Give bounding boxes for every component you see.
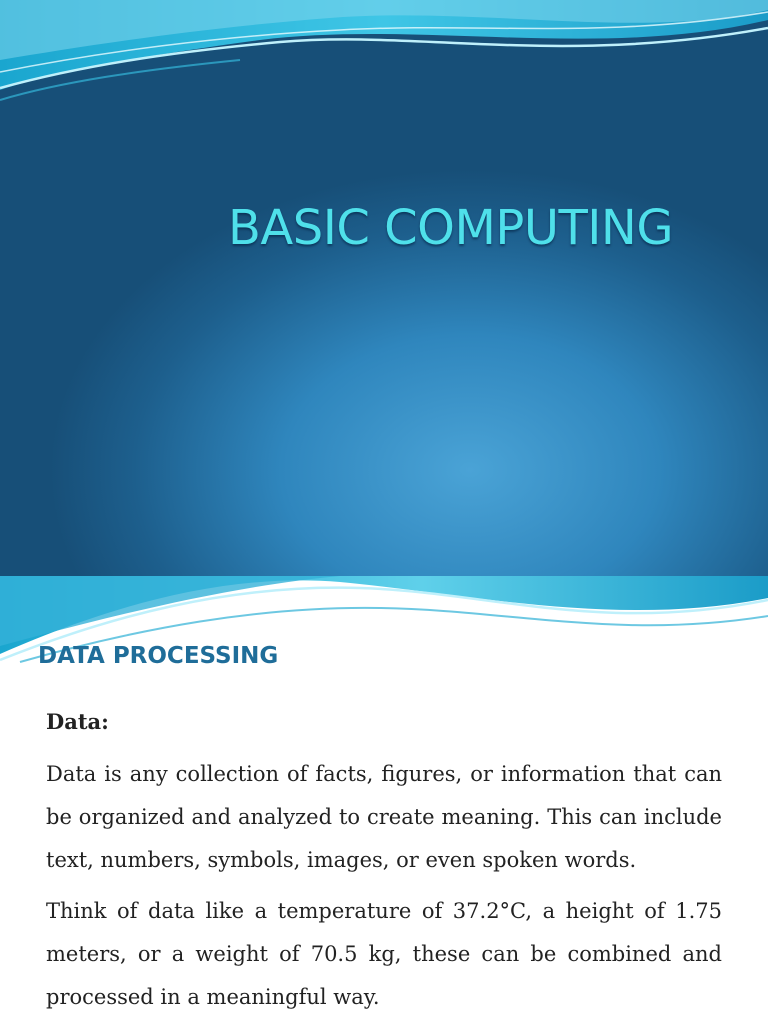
slide-heading: DATA PROCESSING [38,643,279,669]
slide-title: BASIC COMPUTING [228,200,674,256]
paragraph-example: Think of data like a temperature of 37.2°C, a height of 1.75 meters, or a weight of 70.5 kg, these can be combined and processed in a meaningful way. [46,899,722,1009]
paragraph-definition: Data is any collection of facts, figures, or information that can be organized and analyzed to create meaning. This can include text, numbers, symbols, images, or even spoken words. [46,762,722,872]
content-slide [0,576,768,1024]
data-label: Data: [46,709,109,734]
body-text [46,700,722,1024]
top-wave-decoration [0,0,768,120]
